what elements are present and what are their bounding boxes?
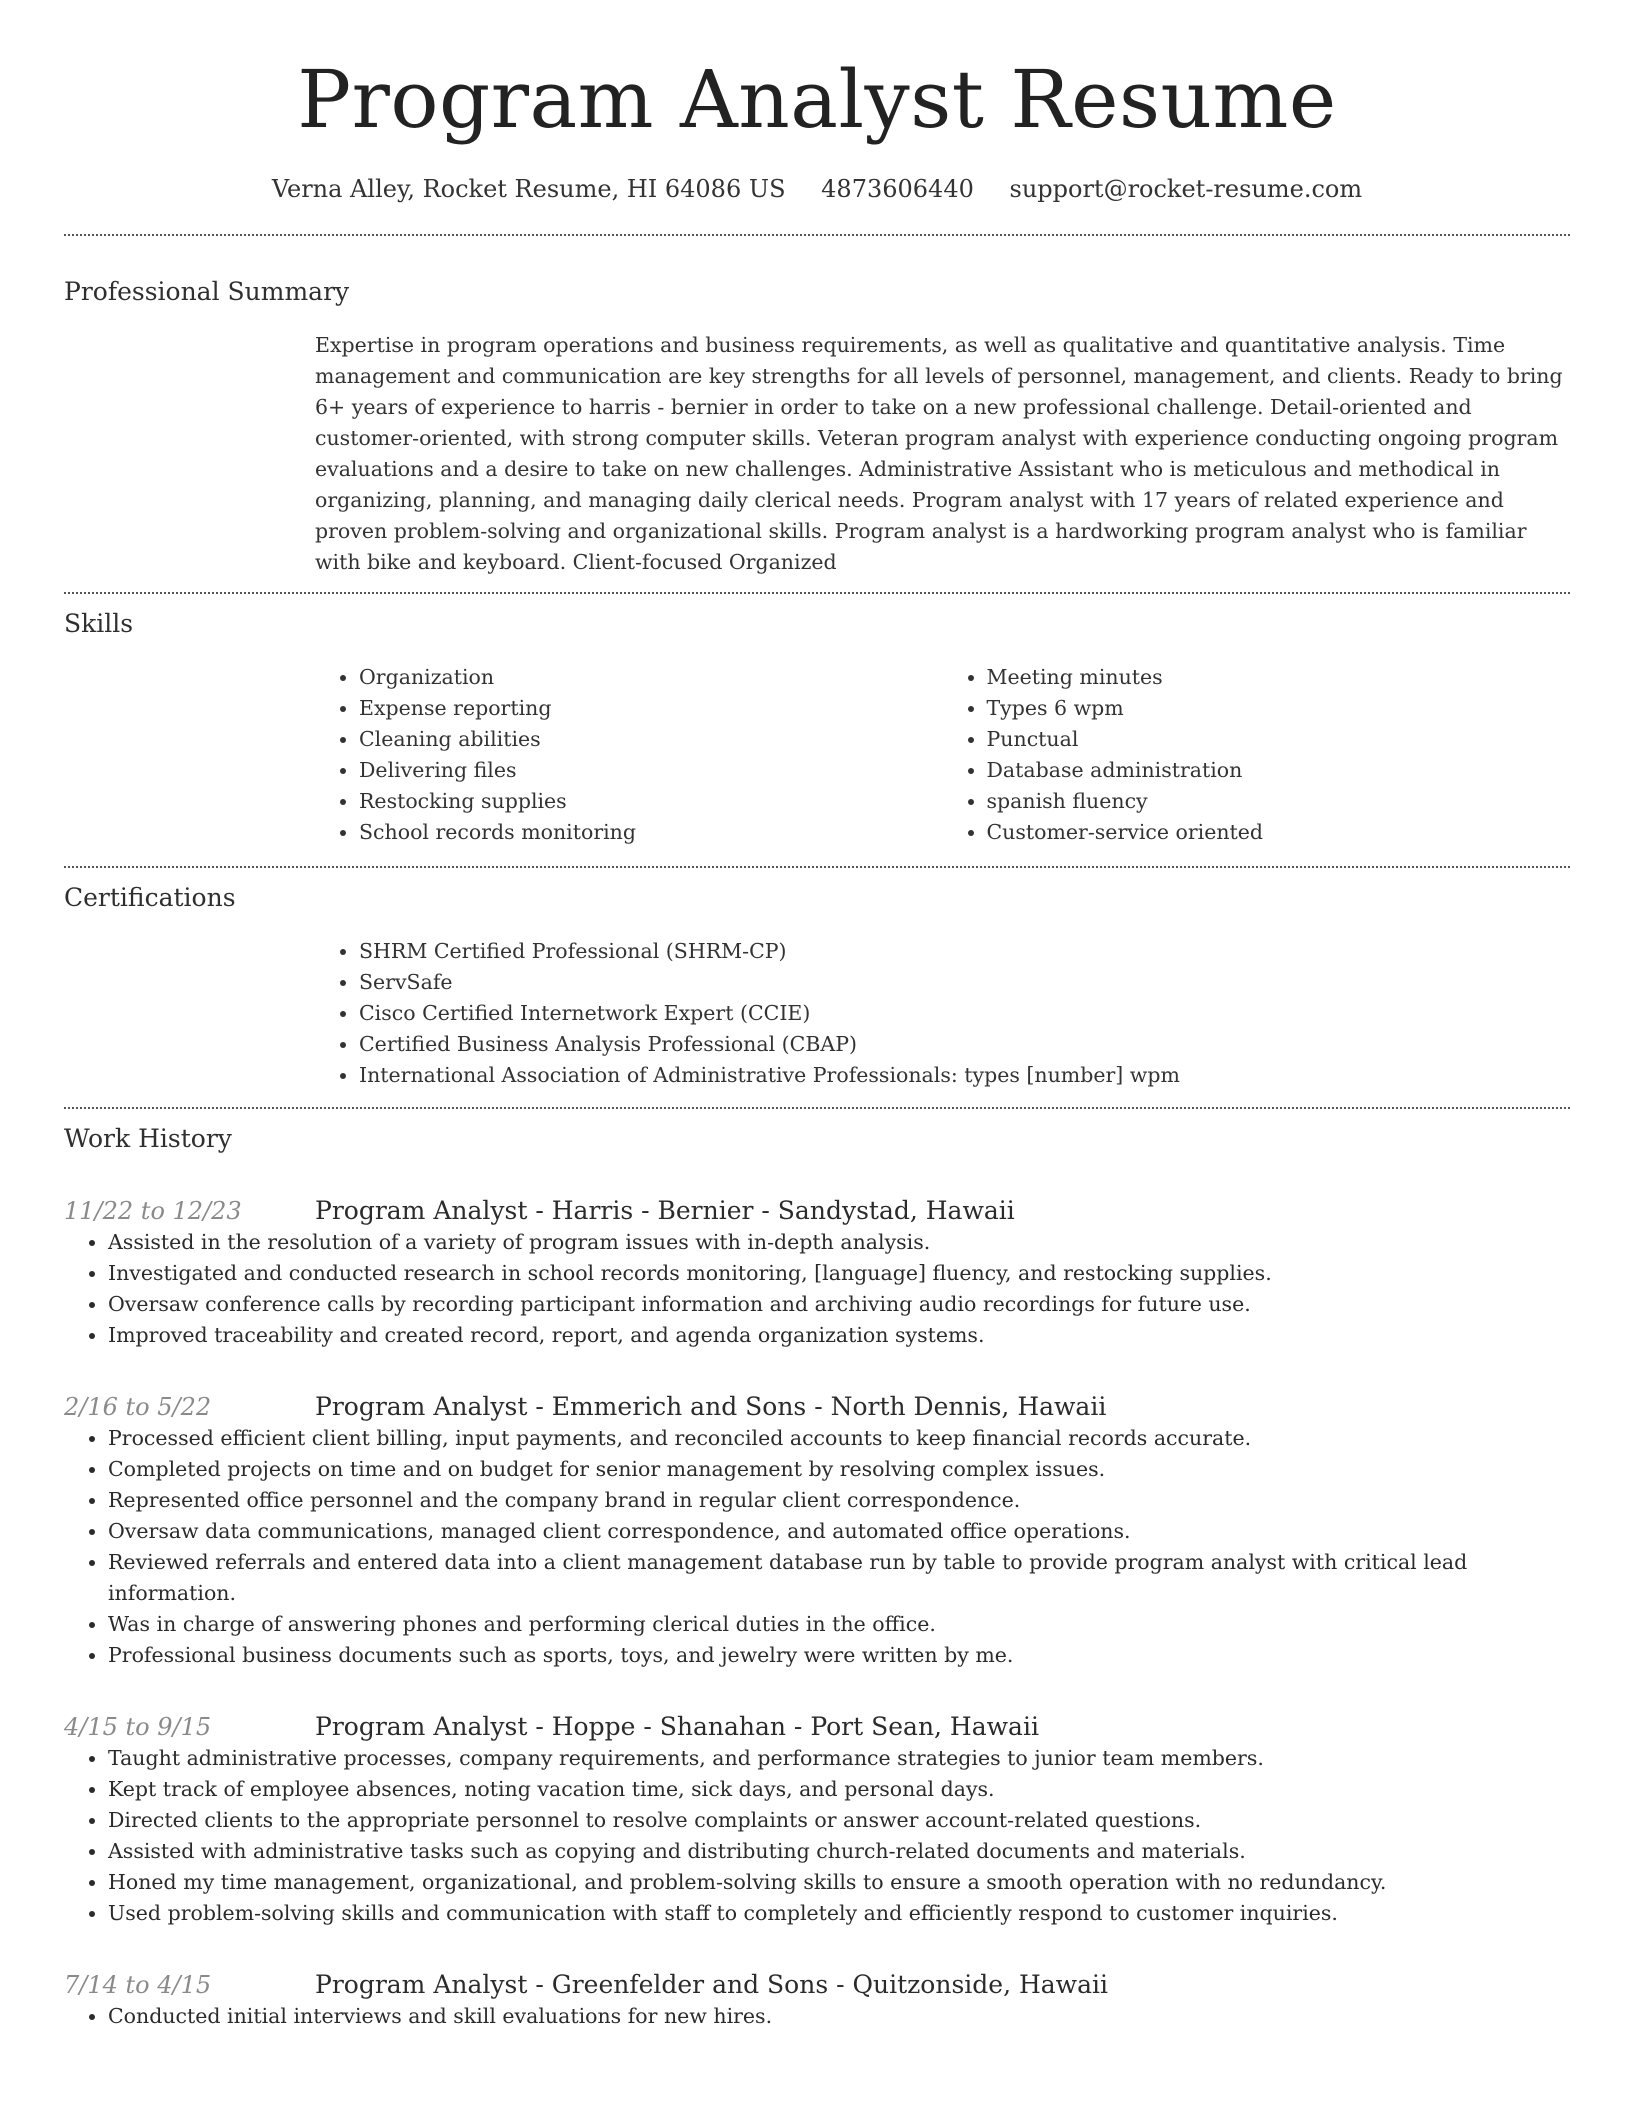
job-bullet: • Improved traceability and created record, report, and agenda organization systems.: [108, 1320, 1570, 1351]
job-title: Program Analyst - Harris - Bernier - Sandystad, Hawaii: [315, 1196, 1015, 1225]
certification-item: • Certified Business Analysis Professional (CBAP): [359, 1029, 1570, 1060]
skill-item: • spanish fluency: [987, 786, 1571, 817]
certifications-content: [315, 914, 1570, 1107]
job-title: Program Analyst - Hoppe - Shanahan - Port Sean, Hawaii: [315, 1712, 1039, 1741]
job-bullet: • Oversaw conference calls by recording participant information and archiving audio recordings for future use.: [108, 1289, 1570, 1320]
job-date: 11/22 to 12/23: [64, 1197, 242, 1225]
job-entry: [64, 1195, 1570, 1351]
skill-item: • Restocking supplies: [359, 786, 943, 817]
skill-item: • Organization: [359, 662, 943, 693]
skills-columns: [315, 640, 1570, 866]
certifications-list: [315, 936, 1570, 1091]
skill-item: • Punctual: [987, 724, 1571, 755]
job-bullet: • Kept track of employee absences, noting vacation time, sick days, and personal days.: [108, 1774, 1570, 1805]
skills-section: [64, 594, 1570, 866]
job-bullet: • Oversaw data communications, managed client correspondence, and automated office operations.: [108, 1516, 1570, 1547]
contact-address: Verna Alley, Rocket Resume, HI 64086 US: [271, 175, 786, 203]
summary-text: Expertise in program operations and business requirements, as well as qualitative and quantitative analysis. Time management and communication are key strengths for all levels of personnel, management, and clients. Ready to bring 6+ years of experience to harris - bernier in order to take on a new professional challenge. Detail-oriented and customer-oriented, with strong computer skills. Veteran program analyst with experience conducting ongoing program evaluations and a desire to take on new challenges. Administrative Assistant who is meticulous and methodical in organizing, planning, and managing daily clerical needs. Program analyst with 17 years of related experience and proven problem-solving and organizational skills. Program analyst is a hardworking program analyst who is familiar with bike and keyboard. Client-focused Organized: [315, 333, 1563, 574]
skill-item: • Meeting minutes: [987, 662, 1571, 693]
job-date: 7/14 to 4/15: [64, 1971, 212, 1999]
job-bullet: • Investigated and conducted research in school records monitoring, [language] fluency, and restocking supplies.: [108, 1258, 1570, 1289]
resume-title: Program Analyst Resume: [297, 53, 1337, 146]
certifications-section: [64, 868, 1570, 1107]
certification-item: • International Association of Administrative Professionals: types [number] wpm: [359, 1060, 1570, 1091]
skill-item: • Delivering files: [359, 755, 943, 786]
section-heading-skills: Skills: [64, 609, 134, 638]
job-bullet: • Taught administrative processes, company requirements, and performance strategies to junior team members.: [108, 1743, 1570, 1774]
job-date: 4/15 to 9/15: [64, 1713, 212, 1741]
skill-item: • Expense reporting: [359, 693, 943, 724]
job-bullets: [64, 1227, 1570, 1351]
contact-email[interactable]: support@rocket-resume.com: [1009, 175, 1363, 203]
job-entry: [64, 1711, 1570, 1929]
job-bullet: • Assisted in the resolution of a variety of program issues with in-depth analysis.: [108, 1227, 1570, 1258]
certification-item: • Cisco Certified Internetwork Expert (CCIE): [359, 998, 1570, 1029]
job-bullet: • Was in charge of answering phones and performing clerical duties in the office.: [108, 1609, 1570, 1640]
job-bullet: • Processed efficient client billing, input payments, and reconciled accounts to keep financial records accurate.: [108, 1423, 1570, 1454]
skill-item: • Customer-service oriented: [987, 817, 1571, 848]
section-heading-work-history: Work History: [64, 1124, 232, 1153]
job-entry: [64, 1391, 1570, 1671]
contact-phone[interactable]: 4873606440: [821, 175, 974, 203]
job-entry: [64, 1969, 1570, 2032]
skill-item: • Cleaning abilities: [359, 724, 943, 755]
section-heading-summary: Professional Summary: [64, 277, 350, 306]
job-title: Program Analyst - Greenfelder and Sons - Quitzonside, Hawaii: [315, 1970, 1108, 1999]
job-bullet: • Directed clients to the appropriate personnel to resolve complaints or answer account-related questions.: [108, 1805, 1570, 1836]
resume-page: [64, 0, 1570, 2032]
job-bullet: • Conducted initial interviews and skill evaluations for new hires.: [108, 2001, 1570, 2032]
job-bullet: • Represented office personnel and the company brand in regular client correspondence.: [108, 1485, 1570, 1516]
certification-item: • ServSafe: [359, 967, 1570, 998]
job-title: Program Analyst - Emmerich and Sons - North Dennis, Hawaii: [315, 1392, 1107, 1421]
job-bullet: • Used problem-solving skills and communication with staff to completely and efficiently respond to customer inquiries.: [108, 1898, 1570, 1929]
skills-list-left: [315, 662, 943, 848]
professional-summary-section: [64, 236, 1570, 592]
skill-item: • Types 6 wpm: [987, 693, 1571, 724]
skill-item: • Database administration: [987, 755, 1571, 786]
job-bullets: [64, 1743, 1570, 1929]
job-bullet: • Professional business documents such as sports, toys, and jewelry were written by me.: [108, 1640, 1570, 1671]
certification-item: • SHRM Certified Professional (SHRM-CP): [359, 936, 1570, 967]
job-bullet: • Reviewed referrals and entered data into a client management database run by table to provide program analyst with critical lead information.: [108, 1547, 1570, 1609]
contact-line: [64, 174, 1570, 204]
skill-item: • School records monitoring: [359, 817, 943, 848]
section-heading-certifications: Certifications: [64, 883, 236, 912]
job-date: 2/16 to 5/22: [64, 1393, 212, 1421]
job-bullet: • Assisted with administrative tasks such as copying and distributing church-related documents and materials.: [108, 1836, 1570, 1867]
job-bullets: [64, 1423, 1570, 1671]
skills-list-right: [943, 662, 1571, 848]
job-bullet: • Honed my time management, organizational, and problem-solving skills to ensure a smooth operation with no redundancy.: [108, 1867, 1570, 1898]
job-bullets: [64, 2001, 1570, 2032]
job-bullet: • Completed projects on time and on budget for senior management by resolving complex issues.: [108, 1454, 1570, 1485]
work-history-section: [64, 1109, 1570, 2032]
